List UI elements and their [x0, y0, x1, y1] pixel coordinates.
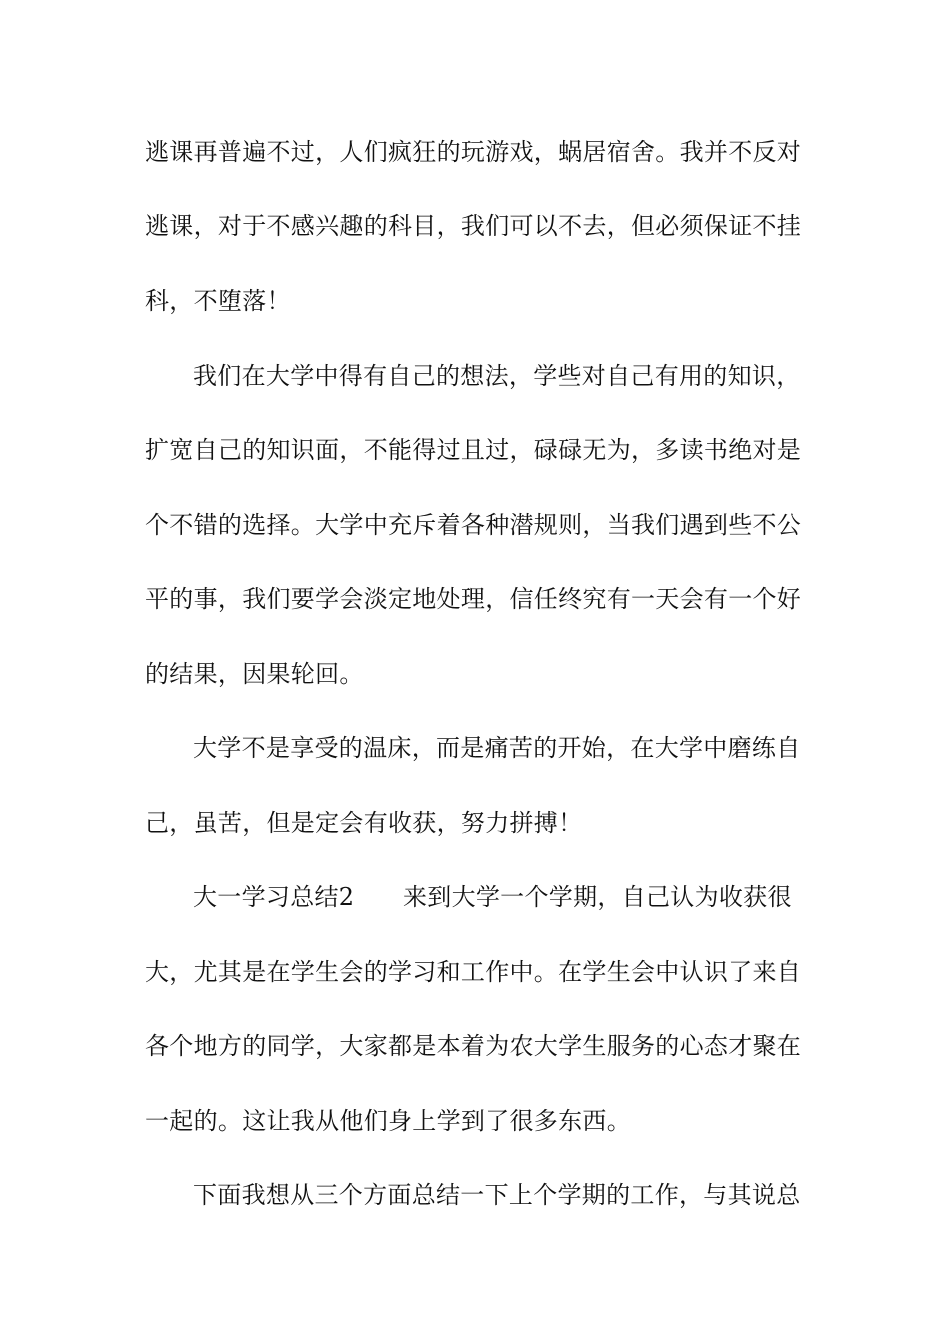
paragraph-line: 科，不堕落！: [145, 287, 291, 315]
paragraph-line: 大，尤其是在学生会的学习和工作中。在学生会中认识了来自: [145, 958, 802, 986]
paragraph-line: 逃课再普遍不过，人们疯狂的玩游戏，蜗居宿舍。我并不反对: [145, 138, 802, 166]
paragraph-line: 大学不是享受的温床，而是痛苦的开始，在大学中磨练自: [193, 734, 801, 762]
paragraph-line: 个不错的选择。大学中充斥着各种潜规则，当我们遇到些不公: [145, 511, 802, 539]
paragraph-line: 我们在大学中得有自己的想法，学些对自己有用的知识，: [193, 362, 801, 390]
paragraph-line: 的结果，因果轮回。: [145, 660, 364, 688]
paragraph-line: 逃课，对于不感兴趣的科目，我们可以不去，但必须保证不挂: [145, 212, 802, 240]
paragraph-line: 大一学习总结2 来到大学一个学期，自己认为收获很: [193, 883, 792, 911]
paragraph-line: 各个地方的同学，大家都是本着为农大学生服务的心态才聚在: [145, 1032, 802, 1060]
paragraph-line: 平的事，我们要学会淡定地处理，信任终究有一天会有一个好: [145, 585, 802, 613]
paragraph-line: 一起的。这让我从他们身上学到了很多东西。: [145, 1107, 631, 1135]
paragraph-line: 己，虽苦，但是定会有收获，努力拼搏！: [145, 809, 583, 837]
paragraph-line: 扩宽自己的知识面，不能得过且过，碌碌无为，多读书绝对是: [145, 436, 802, 464]
paragraph-line: 下面我想从三个方面总结一下上个学期的工作，与其说总: [193, 1181, 801, 1209]
